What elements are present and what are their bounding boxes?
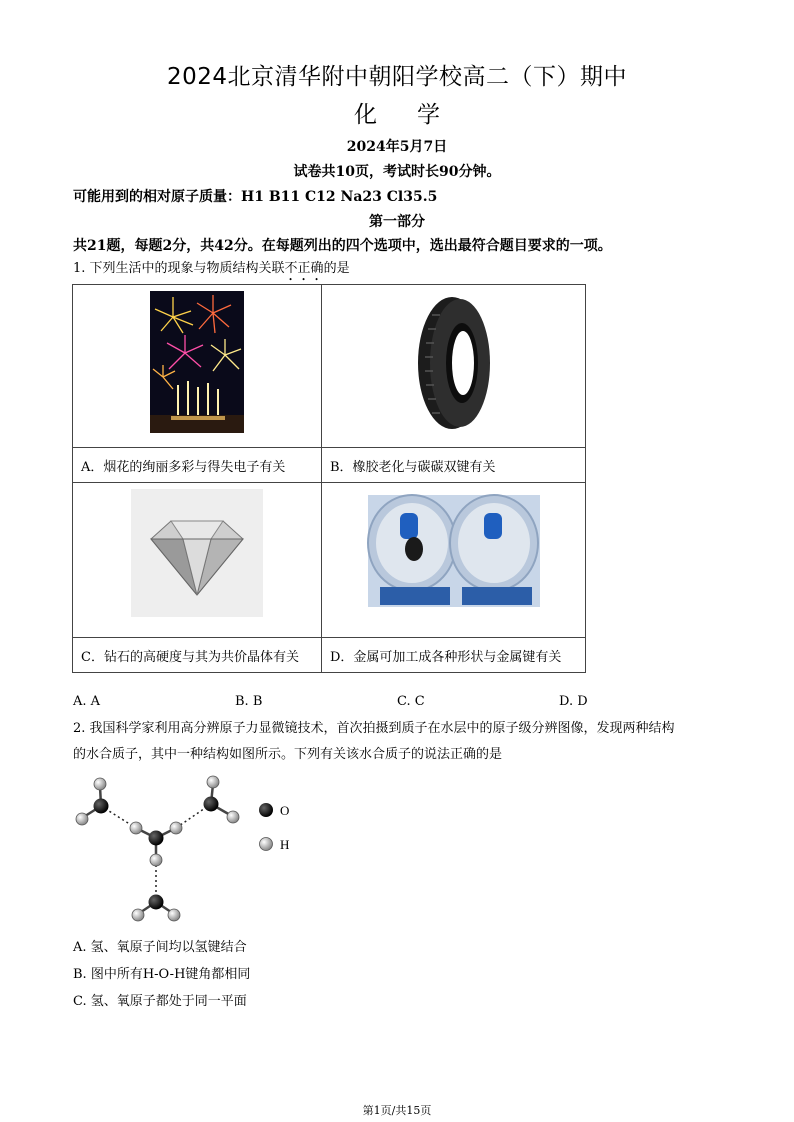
q2-option-c: C. 氢、氧原子都处于同一平面 <box>73 994 247 1009</box>
q1-option-c: C. C <box>397 694 425 709</box>
question-2-stem-line2: 的水合质子，其中一种结构如图所示。下列有关该水合质子的说法正确的是 <box>73 747 503 762</box>
q2-option-b: B. 图中所有H-O-H键角都相同 <box>73 967 251 982</box>
question-2-stem-line1: 2. 我国科学家利用高分辨原子力显微镜技术，首次拍摄到质子在水层中的原子级分辨图像，发现两种结构 <box>73 721 675 736</box>
q1-stem-emphasis: 不正确 <box>284 261 324 276</box>
oxygen-legend-icon <box>259 803 273 817</box>
cell-c-image <box>73 483 322 638</box>
diamond-image <box>73 483 321 633</box>
hydrogen-legend-icon <box>260 838 273 851</box>
atomic-mass-line: 可能用到的相对原子质量：H1 B11 C12 Na23 Cl35.5 <box>73 189 438 205</box>
exam-title: 2024北京清华附中朝阳学校高二（下）期中 <box>166 64 628 90</box>
question-1-table <box>72 284 586 673</box>
page-footer: 第1页/共15页 <box>362 1104 432 1117</box>
exam-date: 2024年5月7日 <box>346 139 448 155</box>
cell-c-caption: C．钻石的高硬度与其为共价晶体有关 <box>73 638 322 673</box>
cell-d-caption: D．金属可加工成各种形状与金属键有关 <box>322 638 586 673</box>
cell-b-image <box>322 285 586 448</box>
q1-option-a: A. A <box>73 694 101 709</box>
cell-d-image <box>322 483 586 638</box>
q1-option-d: D. D <box>559 694 588 709</box>
q1-option-b: B. B <box>235 694 263 709</box>
exam-info: 试卷共10页，考试时长90分钟。 <box>293 164 501 180</box>
cell-a-image <box>73 285 322 448</box>
question-1-stem <box>73 256 733 284</box>
instructions: 共21题，每题2分，共42分。在每题列出的四个选项中，选出最符合题目要求的一项。 <box>73 238 612 254</box>
part-heading: 第一部分 <box>369 214 425 230</box>
q1-stem-before: 1. 下列生活中的现象与物质结构关联 <box>73 261 285 276</box>
hydrated-proton-diagram <box>70 772 310 932</box>
legend-h-label: H <box>280 837 290 852</box>
cell-a-caption: A．烟花的绚丽多彩与得失电子有关 <box>73 448 322 483</box>
cell-b-caption: B．橡胶老化与碳碳双键有关 <box>322 448 586 483</box>
tire-image <box>322 285 585 443</box>
subject-title: 化学 <box>354 102 480 128</box>
q2-option-a: A. 氢、氧原子间均以氢键结合 <box>73 940 247 955</box>
q1-stem-after: 的是 <box>323 261 350 276</box>
fireworks-image <box>73 285 321 443</box>
legend-o-label: O <box>280 803 290 818</box>
cans-image <box>322 483 585 633</box>
